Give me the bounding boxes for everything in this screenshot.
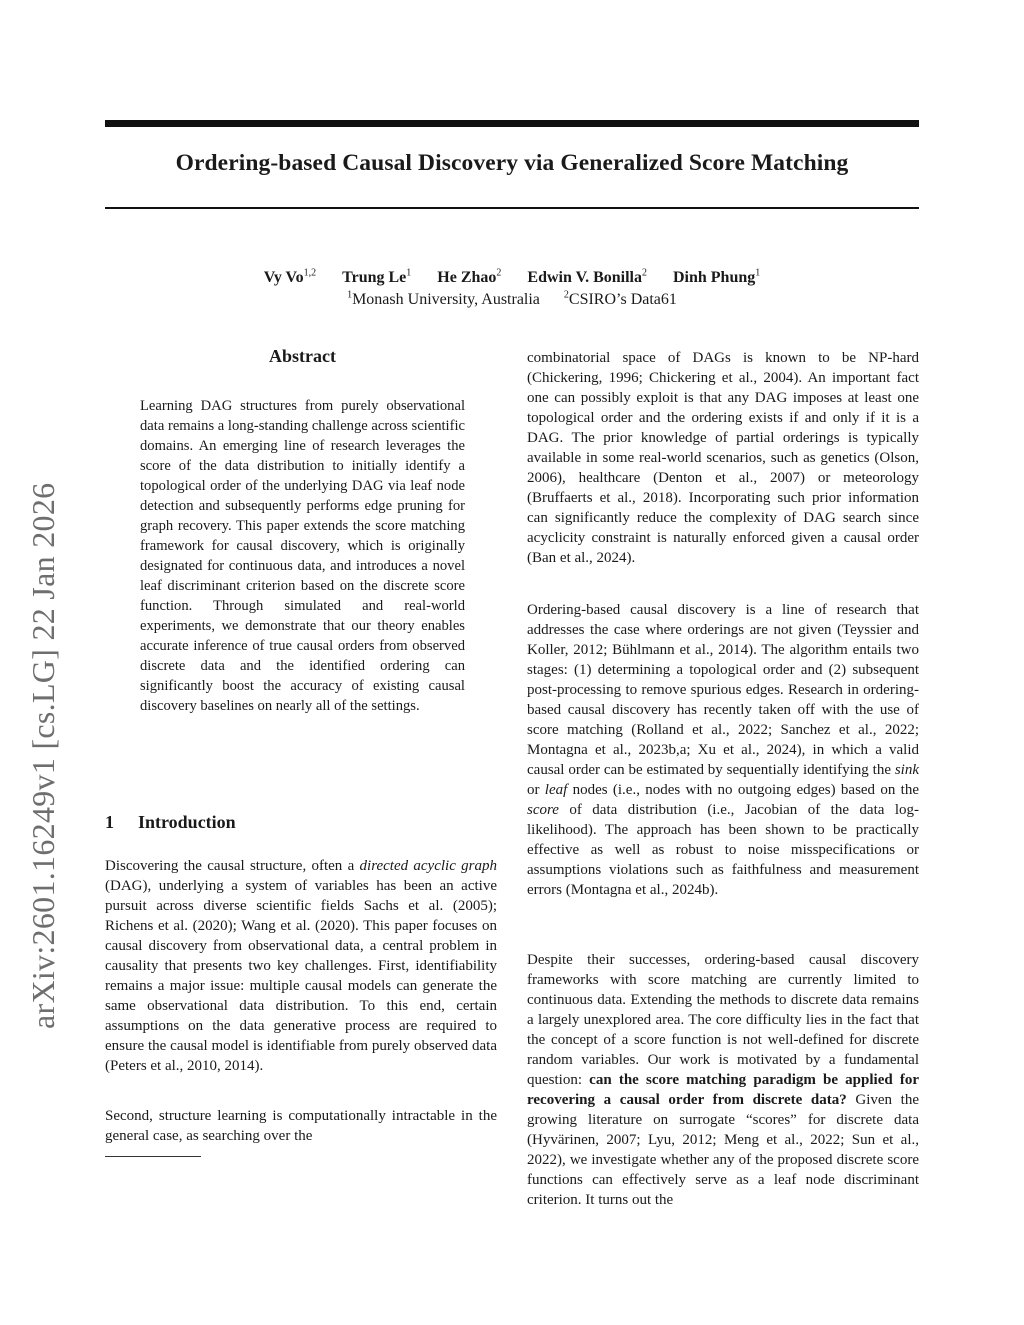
right-paragraph-1: combinatorial space of DAGs is known to be NP-hard (Chickering, 1996; Chickering et al., 2004). An important fact one can possibly exploit is that any DAG imposes at least one topological order and the ordering exists if and only if it is a DAG. The prior knowledge of partial orderings is typically available in some real-world scenarios, such as genetics (Olson, 2006), healthcare (Denton et al., 2007) or meteorology (Bruffaerts et al., 2018). Incorporating such prior information can significantly reduce the complexity of DAG search since acyclicity constraint is naturally enforced given a causal order (Ban et al., 2024).: [527, 350, 919, 566]
section-title: Introduction: [138, 812, 236, 832]
affiliation-list: [105, 290, 919, 309]
right-paragraph-2: Ordering-based causal discovery is a line of research that addresses the case where orderings are not given (Teyssier and Koller, 2012; Bühlmann et al., 2014). The algorithm entails two stages: (1) determining a topological order and (2) subsequent post-processing to remove spurious edges. Research in ordering-based causal discovery has recently taken off with the use of score matching (Rolland et al., 2022; Sanchez et al., 2022; Montagna et al., 2023b,a; Xu et al., 2024), in which a valid causal order can be estimated by sequentially identifying the sink or leaf nodes (i.e., nodes with no outgoing edges) based on the score of data distribution (i.e., Jacobian of the data log-likelihood). The approach has been shown to be practically effective as well as robust to noise misspecifications or assumptions violations such as faithfulness and measurement errors (Montagna et al., 2024b).: [527, 602, 919, 898]
abstract-text: Learning DAG structures from purely observational data remains a long-standing challenge across scientific domains. An emerging line of research leverages the score of the data distribution to initially identify a topological order of the underlying DAG via leaf node detection and subsequently performs edge pruning for graph recovery. This paper extends the score matching framework for causal discovery, which is originally designated for continuous data, and introduces a novel leaf discriminant criterion based on the discrete score function. Through simulated and real-world experiments, we demonstrate that our theory enables accurate inference of true causal orders from observed discrete data and the identified ordering can significantly boost the accuracy of existing causal discovery baselines on nearly all of the settings.: [140, 398, 465, 714]
author-list: [105, 268, 919, 287]
author: Dinh Phung$^1$: [672, 268, 761, 287]
author: Vy Vo$^{1,2}$: [263, 268, 317, 287]
paper-title: Ordering-based Causal Discovery via Generalized Score Matching: [175, 150, 849, 176]
affiliation: $^2$CSIRO’s Data61: [563, 290, 677, 309]
title-top-rule: [105, 120, 919, 127]
arxiv-identifier[interactable]: arXiv:2601.16249v1 [cs.LG] 22 Jan 2026: [25, 482, 61, 1029]
right-paragraph-3: Despite their successes, ordering-based causal discovery frameworks with score matching are currently limited to continuous data. Extending the methods to discrete data remains a largely unexplored area. The core difficulty lies in the fact that the concept of a score function is not well-defined for discrete random variables. Our work is motivated by a fundamental question: can the score matching paradigm be applied for recovering a causal order from discrete data? Given the growing literature on surrogate “scores” for discrete data (Hyvärinen, 2007; Lyu, 2012; Meng et al., 2022; Sun et al., 2022), we investigate whether any of the proposed discrete score functions can effectively serve as a leaf node discriminant criterion. It turns out the: [527, 952, 920, 1208]
abstract-heading: Abstract: [269, 346, 336, 366]
author: Edwin V. Bonilla$^2$: [527, 268, 647, 287]
footnote-rule: [105, 1156, 201, 1157]
intro-paragraph-2: Second, structure learning is computationally intractable in the general case, as searching over the: [105, 1108, 497, 1144]
section-number: 1: [105, 812, 114, 832]
affiliation: $^1$Monash University, Australia: [347, 290, 540, 309]
author: Trung Le$^1$: [342, 268, 412, 287]
title-bottom-rule: [105, 207, 919, 209]
intro-paragraph-1: Discovering the causal structure, often a directed acyclic graph (DAG), underlying a system of variables has been an active pursuit across diverse scientific fields Sachs et al. (2005); Richens et al. (2020); Wang et al. (2020). This paper focuses on causal discovery from observational data, a central problem in causality that presents two key challenges. First, identifiability remains a major issue: multiple causal models can generate the same observational data distribution. To this end, certain assumptions on the data generative process are required to ensure the causal model is identifiable from purely observed data (Peters et al., 2010, 2014).: [105, 858, 497, 1074]
section-heading-introduction: [105, 812, 485, 833]
author: He Zhao$^2$: [437, 268, 502, 287]
